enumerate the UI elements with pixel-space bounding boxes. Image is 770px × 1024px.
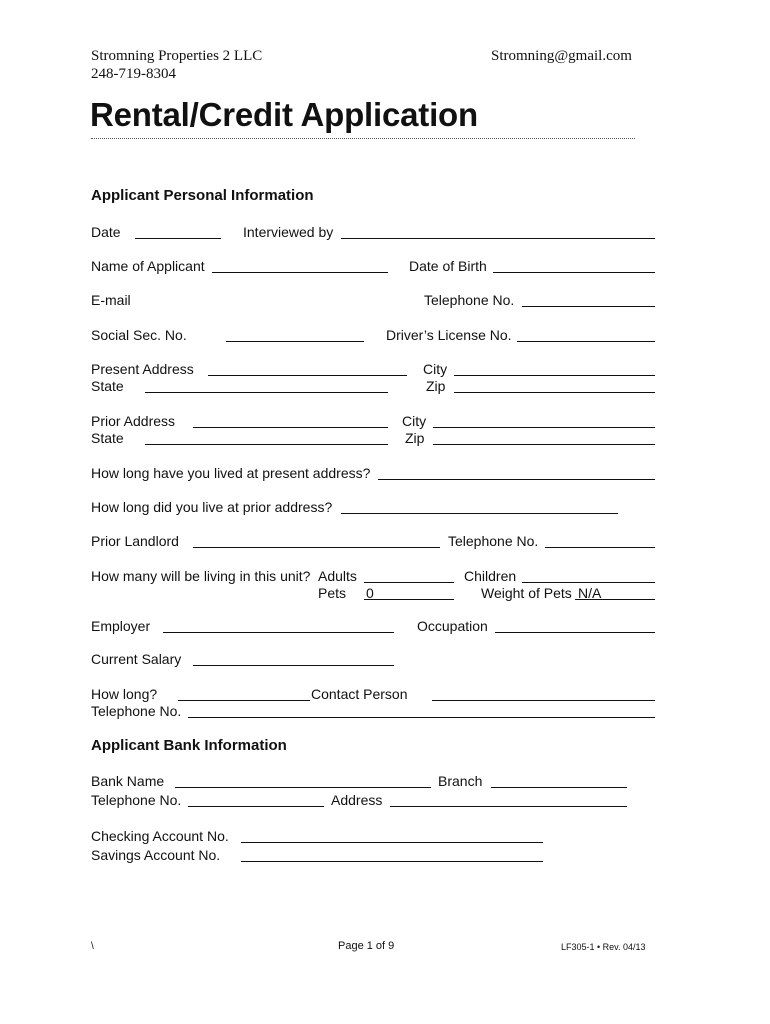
company-email: Stromning@gmail.com	[491, 48, 632, 64]
label-date-of-birth: Date of Birth	[409, 258, 487, 274]
label-how-many-living: How many will be living in this unit?	[91, 568, 311, 584]
field-how-long-present[interactable]	[378, 479, 655, 480]
label-how-long: How long?	[91, 686, 158, 702]
field-landlord-telephone[interactable]	[545, 547, 655, 548]
field-how-long-prior[interactable]	[341, 513, 618, 514]
label-present-address: Present Address	[91, 361, 194, 377]
label-prior-city: City	[402, 413, 427, 429]
label-present-city: City	[423, 361, 448, 377]
label-landlord-telephone: Telephone No.	[448, 533, 539, 549]
label-employer: Employer	[91, 618, 151, 634]
label-name-of-applicant: Name of Applicant	[91, 258, 205, 274]
title-divider	[91, 138, 635, 139]
field-present-state[interactable]	[145, 392, 388, 393]
field-name-of-applicant[interactable]	[212, 272, 388, 273]
field-prior-landlord[interactable]	[193, 547, 440, 548]
footer-form-id: LF305-1 • Rev. 04/13	[561, 942, 646, 952]
field-interviewed-by[interactable]	[341, 238, 655, 239]
label-branch: Branch	[438, 773, 483, 789]
field-children[interactable]	[522, 582, 655, 583]
field-checking-account[interactable]	[241, 842, 543, 843]
field-adults[interactable]	[364, 582, 454, 583]
field-bank-name[interactable]	[175, 787, 431, 788]
page-title: Rental/Credit Application	[90, 96, 478, 133]
label-drivers-license-no: Driver’s License No.	[386, 327, 512, 343]
field-how-long[interactable]	[178, 700, 310, 701]
field-employer[interactable]	[163, 632, 394, 633]
label-how-long-prior: How long did you live at prior address?	[91, 499, 333, 515]
field-drivers-license-no[interactable]	[517, 341, 655, 342]
label-bank-address: Address	[331, 792, 383, 808]
value-weight-of-pets: N/A	[578, 585, 602, 601]
label-children: Children	[464, 568, 517, 584]
label-prior-state: State	[91, 430, 124, 446]
label-telephone: Telephone No.	[424, 292, 515, 308]
field-occupation[interactable]	[495, 632, 655, 633]
label-employer-telephone: Telephone No.	[91, 703, 182, 719]
field-present-city[interactable]	[454, 375, 655, 376]
field-date-of-birth[interactable]	[493, 272, 655, 273]
field-bank-address[interactable]	[390, 806, 627, 807]
field-savings-account[interactable]	[241, 861, 543, 862]
label-bank-telephone: Telephone No.	[91, 792, 182, 808]
label-present-state: State	[91, 378, 124, 394]
field-social-sec-no[interactable]	[226, 341, 364, 342]
field-contact-person[interactable]	[432, 700, 655, 701]
field-present-address[interactable]	[208, 375, 407, 376]
field-prior-city[interactable]	[433, 427, 655, 428]
label-email: E-mail	[91, 292, 131, 308]
label-social-sec-no: Social Sec. No.	[91, 327, 187, 343]
label-bank-name: Bank Name	[91, 773, 165, 789]
field-present-zip[interactable]	[454, 392, 655, 393]
label-adults: Adults	[318, 568, 357, 584]
field-prior-zip[interactable]	[433, 444, 655, 445]
company-name: Stromning Properties 2 LLC	[91, 48, 263, 64]
label-date: Date	[91, 224, 121, 240]
field-bank-telephone[interactable]	[188, 806, 324, 807]
label-prior-zip: Zip	[405, 430, 425, 446]
label-checking-account: Checking Account No.	[91, 828, 229, 844]
footer-left-mark: \	[91, 941, 94, 952]
section-heading-personal: Applicant Personal Information	[91, 187, 314, 204]
field-current-salary[interactable]	[193, 665, 394, 666]
field-prior-state[interactable]	[145, 444, 388, 445]
label-contact-person: Contact Person	[311, 686, 408, 702]
field-pets[interactable]	[364, 599, 454, 600]
label-prior-landlord: Prior Landlord	[91, 533, 179, 549]
label-savings-account: Savings Account No.	[91, 847, 221, 863]
value-pets: 0	[366, 585, 374, 601]
field-branch[interactable]	[491, 787, 627, 788]
field-date[interactable]	[135, 238, 221, 239]
label-prior-address: Prior Address	[91, 413, 176, 429]
label-weight-of-pets: Weight of Pets	[481, 585, 572, 601]
field-prior-address[interactable]	[193, 427, 388, 428]
label-present-zip: Zip	[426, 378, 446, 394]
field-telephone[interactable]	[522, 306, 655, 307]
label-occupation: Occupation	[417, 618, 488, 634]
label-pets: Pets	[318, 585, 347, 601]
footer-page-number: Page 1 of 9	[338, 940, 395, 952]
company-phone: 248-719-8304	[91, 66, 176, 82]
label-how-long-present: How long have you lived at present address?	[91, 465, 371, 481]
section-heading-bank: Applicant Bank Information	[91, 737, 287, 754]
label-interviewed-by: Interviewed by	[243, 224, 334, 240]
label-current-salary: Current Salary	[91, 651, 182, 667]
field-employer-telephone[interactable]	[188, 717, 655, 718]
